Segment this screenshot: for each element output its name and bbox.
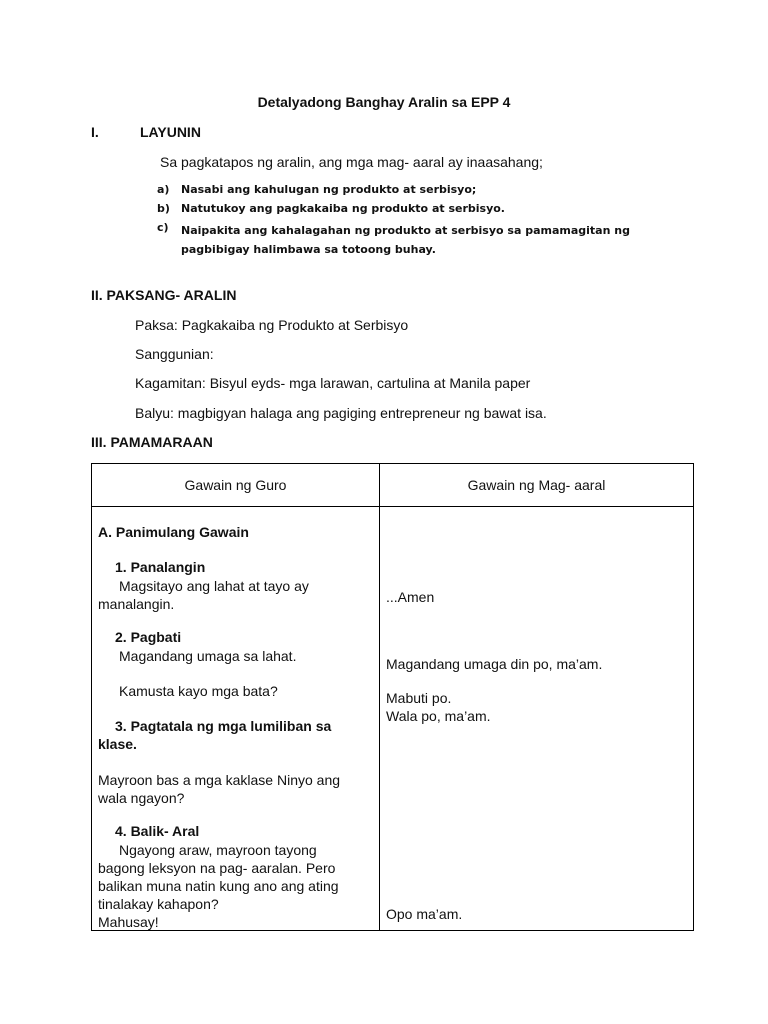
table-row xyxy=(92,507,694,931)
section-1-number: I. xyxy=(91,124,99,140)
section-3-heading: III. PAMAMARAAN xyxy=(91,434,213,450)
sanggunian-line: Sanggunian: xyxy=(135,346,214,362)
document-title: Detalyadong Banghay Aralin sa EPP 4 xyxy=(257,94,511,110)
objective-text-b: Natutukoy ang pagkakaiba ng produkto at serbisyo. xyxy=(181,202,505,215)
item-4-line-2: bagong leksyon na pag- aaralan. Pero xyxy=(98,860,336,876)
magaaral-cell xyxy=(380,507,694,931)
response-opo: Opo ma’am. xyxy=(386,906,463,922)
kagamitan-line: Kagamitan: Bisyul eyds- mga larawan, cartulina at Manila paper xyxy=(135,375,531,391)
objective-text-a: Nasabi ang kahulugan ng produkto at serbisyo; xyxy=(181,183,477,196)
item-1-line-1: Magsitayo ang lahat at tayo ay xyxy=(119,578,309,594)
item-3-line-2: wala ngayon? xyxy=(98,790,185,806)
item-4-line-4: tinalakay kahapon? xyxy=(98,896,219,912)
response-amen: ...Amen xyxy=(386,589,435,605)
response-greeting: Magandang umaga din po, ma’am. xyxy=(386,656,603,672)
item-1-line-2: manalangin. xyxy=(98,596,175,612)
part-a-heading: A. Panimulang Gawain xyxy=(98,524,249,540)
response-wala: Wala po, ma’am. xyxy=(386,708,491,724)
item-4-line-3: balikan muna natin kung ano ang ating xyxy=(98,878,339,894)
item-3-line-1: Mayroon bas a mga kaklase Ninyo ang xyxy=(98,772,341,788)
item-4-line-1: Ngayong araw, mayroon tayong xyxy=(119,842,317,858)
item-2-title: 2. Pagbati xyxy=(115,629,182,645)
section-2-heading: II. PAKSANG- ARALIN xyxy=(91,287,237,303)
guro-cell xyxy=(92,507,380,931)
procedure-table xyxy=(91,463,694,931)
header-magaaral: Gawain ng Mag- aaral xyxy=(380,464,694,507)
objective-letter-a: a) xyxy=(157,183,170,196)
balyu-line: Balyu: magbigyan halaga ang pagiging entrepreneur ng bawat isa. xyxy=(135,405,547,421)
paksa-line: Paksa: Pagkakaiba ng Produkto at Serbisyo xyxy=(135,317,409,333)
objectives-intro: Sa pagkatapos ng aralin, ang mga mag- aaral ay inaasahang; xyxy=(160,154,543,170)
item-2-line-2: Kamusta kayo mga bata? xyxy=(119,683,278,699)
section-1-heading: LAYUNIN xyxy=(140,124,201,140)
objective-text-c: Naipakita ang kahalagahan ng produkto at serbisyo sa pamamagitan ng pagbibigay halimbawa sa totoong buhay. xyxy=(181,224,630,256)
response-mabuti: Mabuti po. xyxy=(386,690,452,706)
item-4-title: 4. Balik- Aral xyxy=(115,823,200,839)
objective-letter-c: c) xyxy=(157,221,169,234)
item-3-title-line-2: klase. xyxy=(98,736,137,752)
item-3-title-line-1: 3. Pagtatala ng mga lumiliban sa xyxy=(115,718,332,734)
header-guro: Gawain ng Guro xyxy=(92,464,380,507)
item-1-title: 1. Panalangin xyxy=(115,559,206,575)
objective-letter-b: b) xyxy=(157,202,170,215)
table-header-row xyxy=(92,464,694,507)
item-2-line-1: Magandang umaga sa lahat. xyxy=(119,648,297,664)
item-4-line-5: Mahusay! xyxy=(98,914,159,930)
